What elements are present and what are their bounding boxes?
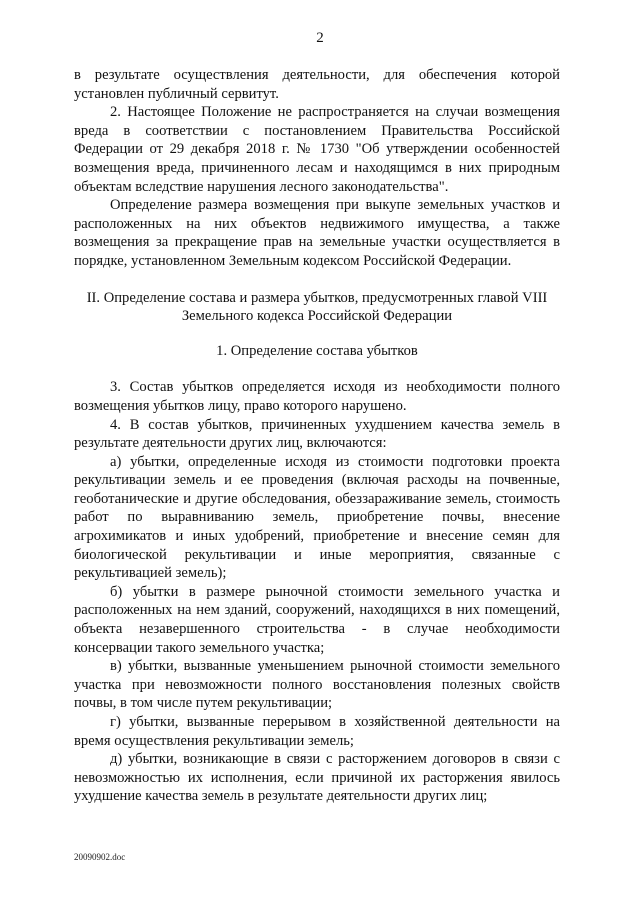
paragraph-2: 2. Настоящее Положение не распространяется на случаи возмещения вреда в соответствии с постановлением Правительства Российской Федерации от 29 декабря 2018 г. № 1730 "Об утверждении особенностей возмещения вреда, причиненного лесам и находящимся в них природным объектам вследствие нарушения лесного законодательства".: [74, 104, 560, 195]
document-body: [74, 66, 560, 806]
section-heading-line2: Земельного кодекса Российской Федерации: [181, 308, 453, 325]
subsection-heading: 1. Определение состава убытков: [216, 342, 418, 359]
subitem-g: г) убытки, вызванные перерывом в хозяйственной деятельности на время осуществления рекультивации земель;: [74, 714, 560, 749]
item-3: 3. Состав убытков определяется исходя из необходимости полного возмещения убытков лицу, право которого нарушено.: [74, 379, 560, 414]
item-4: 4. В состав убытков, причиненных ухудшением качества земель в результате деятельности других лиц, включаются:: [74, 416, 560, 452]
page-number: 2: [316, 30, 324, 46]
subitem-a: а) убытки, определенные исходя из стоимости подготовки проекта рекультивации земель и ее проведения (включая расходы на почвенные, геоботанические и другие обследования, обеззараживание земель, стоимость работ по выравниванию земель, приобретение почвы, внесение агрохимикатов и иных удобрений, приобретение и внесение семян для биологической рекультивации и иные мероприятия, связанные с рекультивацией земель);: [74, 453, 560, 582]
subitem-b: б) убытки в размере рыночной стоимости земельного участка и расположенных на нем зданий, сооружений, находящихся в них помещений, объекта незавершенного строительства - в случае необходимости консервации такого земельного участка;: [74, 583, 560, 656]
subitem-d: д) убытки, возникающие в связи с расторжением договоров в связи с невозможностью их исполнения, если причиной их расторжения явилось ухудшение качества земель в результате деятельности других лиц;: [74, 751, 560, 805]
section-heading-line1: II. Определение состава и размера убытков, предусмотренных главой VIII: [86, 289, 548, 306]
subitem-v: в) убытки, вызванные уменьшением рыночной стоимости земельного участка при невозможности полного восстановления полезных свойств почвы, в том числе путем рекультивации;: [74, 658, 560, 712]
paragraph-continuation: в результате осуществления деятельности, для обеспечения которой установлен публичный сервитут.: [74, 67, 560, 102]
footer-filename: 20090902.doc: [74, 852, 126, 862]
section-heading: [74, 289, 560, 326]
paragraph-compensation: Определение размера возмещения при выкупе земельных участков и расположенных на них объектов недвижимого имущества, а также возмещения за прекращение прав на земельные участки осуществляется в порядке, установленном Земельным кодексом Российской Федерации.: [74, 197, 560, 269]
